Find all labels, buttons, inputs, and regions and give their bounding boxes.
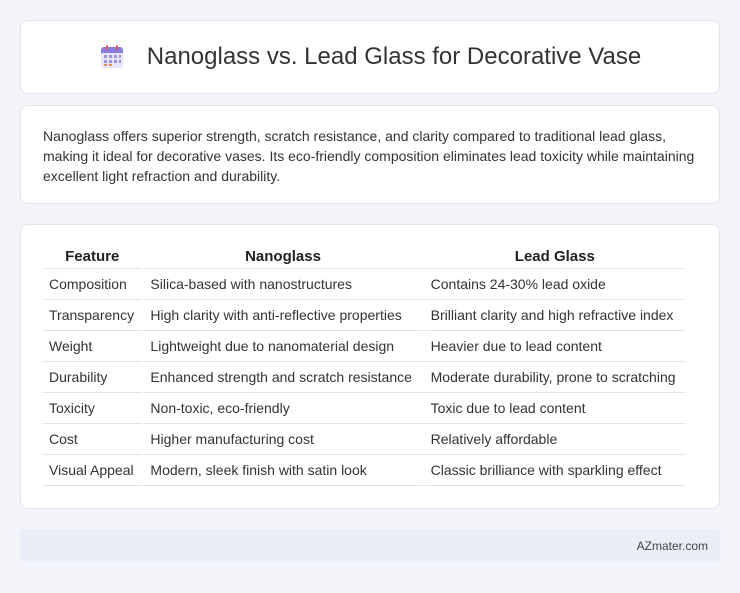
row-nanoglass: Enhanced strength and scratch resistance (144, 362, 424, 393)
row-lead-glass: Toxic due to lead content (425, 393, 685, 424)
header-nanoglass: Nanoglass (144, 247, 424, 269)
table-row (43, 269, 685, 300)
row-lead-glass: Brilliant clarity and high refractive index (425, 300, 685, 331)
comparison-table (43, 247, 685, 486)
row-nanoglass: Modern, sleek finish with satin look (144, 455, 424, 486)
row-lead-glass: Heavier due to lead content (425, 331, 685, 362)
comparison-card (20, 224, 720, 509)
footer (20, 529, 720, 562)
table-row (43, 331, 685, 362)
row-feature: Composition (43, 269, 144, 300)
header-lead-glass: Lead Glass (425, 247, 685, 269)
table-row (43, 300, 685, 331)
row-lead-glass: Contains 24-30% lead oxide (425, 269, 685, 300)
page-title: Nanoglass vs. Lead Glass for Decorative Vase (146, 43, 642, 70)
footer-brand: AZmater.com (636, 538, 708, 553)
row-feature: Toxicity (43, 393, 144, 424)
header-feature: Feature (43, 247, 144, 269)
table-header-row (43, 247, 685, 269)
intro-text: Nanoglass offers superior strength, scratch resistance, and clarity compared to traditional lead glass, making it ideal for decorative vases. Its eco-friendly composition eliminates lead toxicity while maintaining excellent light refraction and durability. (43, 128, 695, 184)
row-lead-glass: Relatively affordable (425, 424, 685, 455)
row-nanoglass: Non-toxic, eco-friendly (144, 393, 424, 424)
table-row (43, 455, 685, 486)
row-nanoglass: High clarity with anti-reflective properties (144, 300, 424, 331)
table-row (43, 424, 685, 455)
row-nanoglass: Higher manufacturing cost (144, 424, 424, 455)
row-lead-glass: Moderate durability, prone to scratching (425, 362, 685, 393)
row-nanoglass: Lightweight due to nanomaterial design (144, 331, 424, 362)
row-feature: Weight (43, 331, 144, 362)
table-row (43, 362, 685, 393)
row-feature: Durability (43, 362, 144, 393)
row-feature: Cost (43, 424, 144, 455)
intro-card (20, 105, 720, 204)
title-card (20, 20, 720, 94)
calendar-icon (99, 44, 125, 70)
table-row (43, 393, 685, 424)
row-feature: Visual Appeal (43, 455, 144, 486)
row-lead-glass: Classic brilliance with sparkling effect (425, 455, 685, 486)
row-feature: Transparency (43, 300, 144, 331)
row-nanoglass: Silica-based with nanostructures (144, 269, 424, 300)
